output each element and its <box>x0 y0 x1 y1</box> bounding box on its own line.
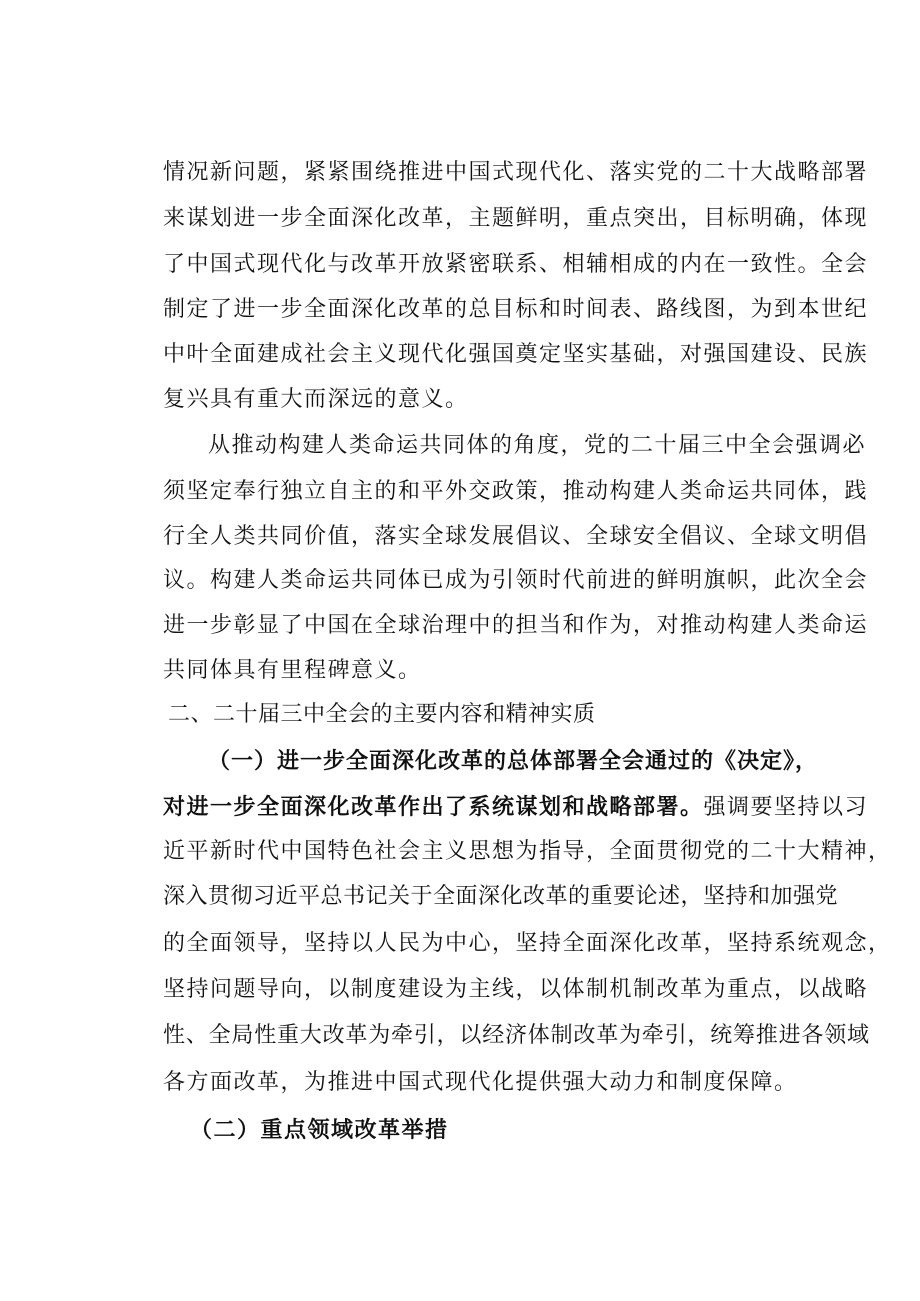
paragraph-line: 情况新问题，紧紧围绕推进中国式现代化、落实党的二十大战略部署 <box>163 160 869 185</box>
paragraph-line: 行全人类共同价值，落实全球发展倡议、全球安全倡议、全球文明倡 <box>163 524 869 549</box>
section-heading: 二、二十届三中全会的主要内容和精神实质 <box>168 702 596 727</box>
paragraph-line: 须坚定奉行独立自主的和平外交政策，推动构建人类命运共同体，践 <box>163 479 869 504</box>
paragraph-line: 近平新时代中国特色社会主义思想为指导，全面贯彻党的二十大精神， <box>163 839 892 864</box>
paragraph-line: 各方面改革，为推进中国式现代化提供强大动力和制度保障。 <box>163 1070 798 1095</box>
paragraph-line: 从推动构建人类命运共同体的角度，党的二十届三中全会强调必 <box>208 433 867 458</box>
subsection-heading: （二）重点领域改革举措 <box>190 1117 449 1143</box>
paragraph-line: 中叶全面建成社会主义现代化强国奠定坚实基础，对强国建设、民族 <box>163 342 869 367</box>
paragraph-line: 议。构建人类命运共同体已成为引领时代前进的鲜明旗帜，此次全会 <box>163 568 869 593</box>
paragraph-text: 强调要坚持以习 <box>703 795 869 820</box>
paragraph-line: 深入贯彻习近平总书记关于全面深化改革的重要论述，坚持和加强党 <box>163 884 839 909</box>
paragraph-line: 复兴具有重大而深远的意义。 <box>163 387 469 412</box>
subsection-heading: （一）进一步全面深化改革的总体部署全会通过的《决定》， <box>208 748 819 774</box>
paragraph-line <box>163 792 868 823</box>
paragraph-line: 坚持问题导向，以制度建设为主线，以体制机制改革为重点，以战略 <box>163 977 869 1002</box>
subsection-heading-continued: 对进一步全面深化改革作出了系统谋划和战略部署。 <box>163 794 704 820</box>
paragraph-line: 性、全局性重大改革为牵引，以经济体制改革为牵引，统筹推进各领域 <box>163 1023 870 1048</box>
paragraph-line: 的全面领导，坚持以人民为中心，坚持全面深化改革，坚持系统观念， <box>163 931 892 956</box>
paragraph-line: 来谋划进一步全面深化改革，主题鲜明，重点突出，目标明确，体现 <box>163 206 869 231</box>
paragraph-line: 进一步彰显了中国在全球治理中的担当和作为，对推动构建人类命运 <box>163 613 869 638</box>
paragraph-line: 共同体具有里程碑意义。 <box>163 658 422 683</box>
paragraph-line: 制定了进一步全面深化改革的总目标和时间表、路线图，为到本世纪 <box>163 297 869 322</box>
paragraph-line: 了中国式现代化与改革开放紧密联系、相辅相成的内在一致性。全会 <box>163 252 869 277</box>
